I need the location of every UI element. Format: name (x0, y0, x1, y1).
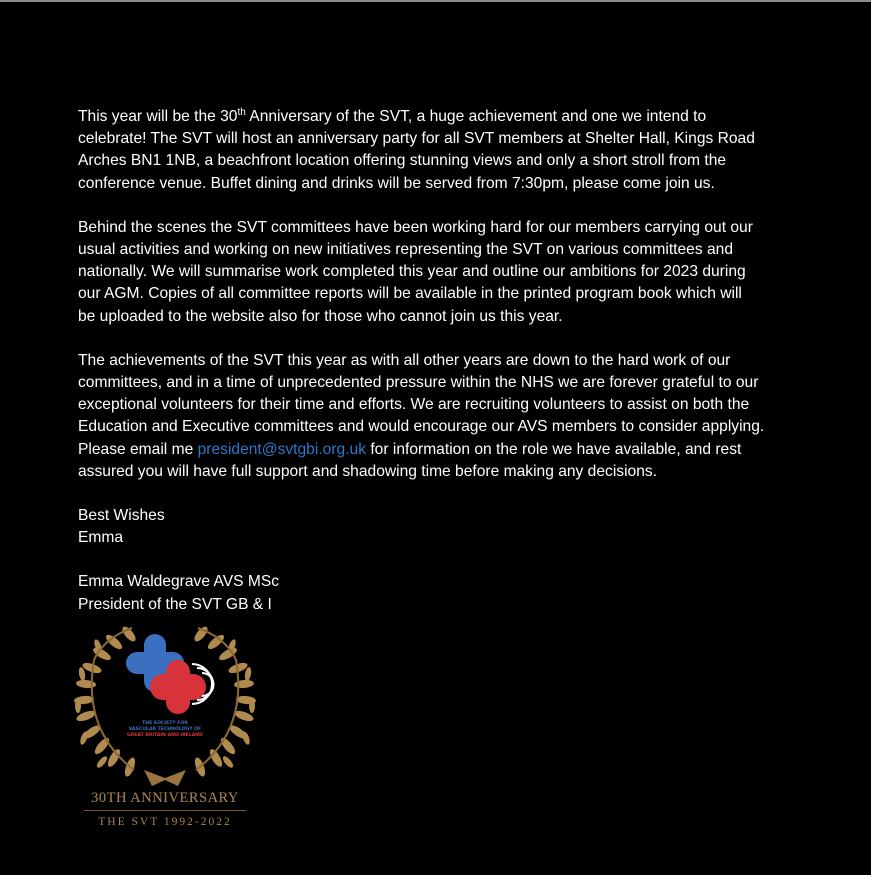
text-line: be uploaded to the website also for those who cannot join us this year. (78, 307, 563, 325)
text-line: conference venue. Buffet dining and drinks will be served from 7:30pm, please come join us. (78, 174, 715, 192)
signoff-greeting: Best Wishes (78, 507, 165, 525)
svg-text:GREAT BRITAIN AND IRELAND: GREAT BRITAIN AND IRELAND (127, 733, 203, 738)
paragraph-anniversary (78, 106, 818, 195)
society-name-text (127, 720, 203, 738)
paragraph-volunteers (78, 350, 818, 483)
text-line: exceptional volunteers for their time and efforts. We are recruiting volunteers to assist on both the (78, 396, 750, 414)
signature-role: President of the SVT GB & I (78, 595, 272, 613)
signature-block (78, 571, 818, 615)
text-line: Arches BN1 1NB, a beachfront location offering stunning views and only a short stroll from the (78, 152, 727, 170)
text-line: assured you will have full support and shadowing time before making any decisions. (78, 462, 658, 480)
text-line: usual activities and working on new initiatives representing the SVT on various committees and (78, 241, 733, 259)
text-line: Education and Executive committees and would encourage our AVS members to consider applying. (78, 418, 765, 436)
svg-text:THE SOCIETY FOR: THE SOCIETY FOR (142, 721, 188, 726)
signoff (78, 505, 818, 549)
text-line: celebrate! The SVT will host an anniversary party for all SVT members at Shelter Hall, Kings Road (78, 130, 755, 148)
paragraph-committees (78, 217, 818, 328)
anniversary-divider (84, 810, 246, 811)
letter-body (78, 106, 818, 638)
signoff-name: Emma (78, 529, 124, 547)
text-line: Please email me president@svtgbi.org.uk for information on the role we have available, and rest (78, 440, 742, 458)
email-link[interactable]: president@svtgbi.org.uk (197, 440, 366, 458)
top-border (0, 0, 871, 2)
text-line: This year will be the 30th Anniversary of the SVT, a huge achievement and one we intend to (78, 106, 707, 125)
text-line: Behind the scenes the SVT committees have been working hard for our members carrying out our (78, 218, 753, 236)
anniversary-title: 30TH ANNIVERSARY (91, 790, 239, 806)
svg-text:VASCULAR TECHNOLOGY OF: VASCULAR TECHNOLOGY OF (128, 727, 202, 732)
text-line: The achievements of the SVT this year as with all other years are down to the hard work of our (78, 351, 731, 369)
text-line: our AGM. Copies of all committee reports will be available in the printed program book which will (78, 285, 742, 303)
signature-name: Emma Waldegrave AVS MSc (78, 573, 280, 591)
text-line: nationally. We will summarise work completed this year and outline our ambitions for 2023 during (78, 263, 746, 281)
text-line: committees, and in a time of unprecedented pressure within the NHS we are forever grateful to our (78, 374, 759, 392)
anniversary-subtitle: THE SVT 1992-2022 (98, 816, 232, 828)
svt-cross-icon (126, 634, 214, 714)
